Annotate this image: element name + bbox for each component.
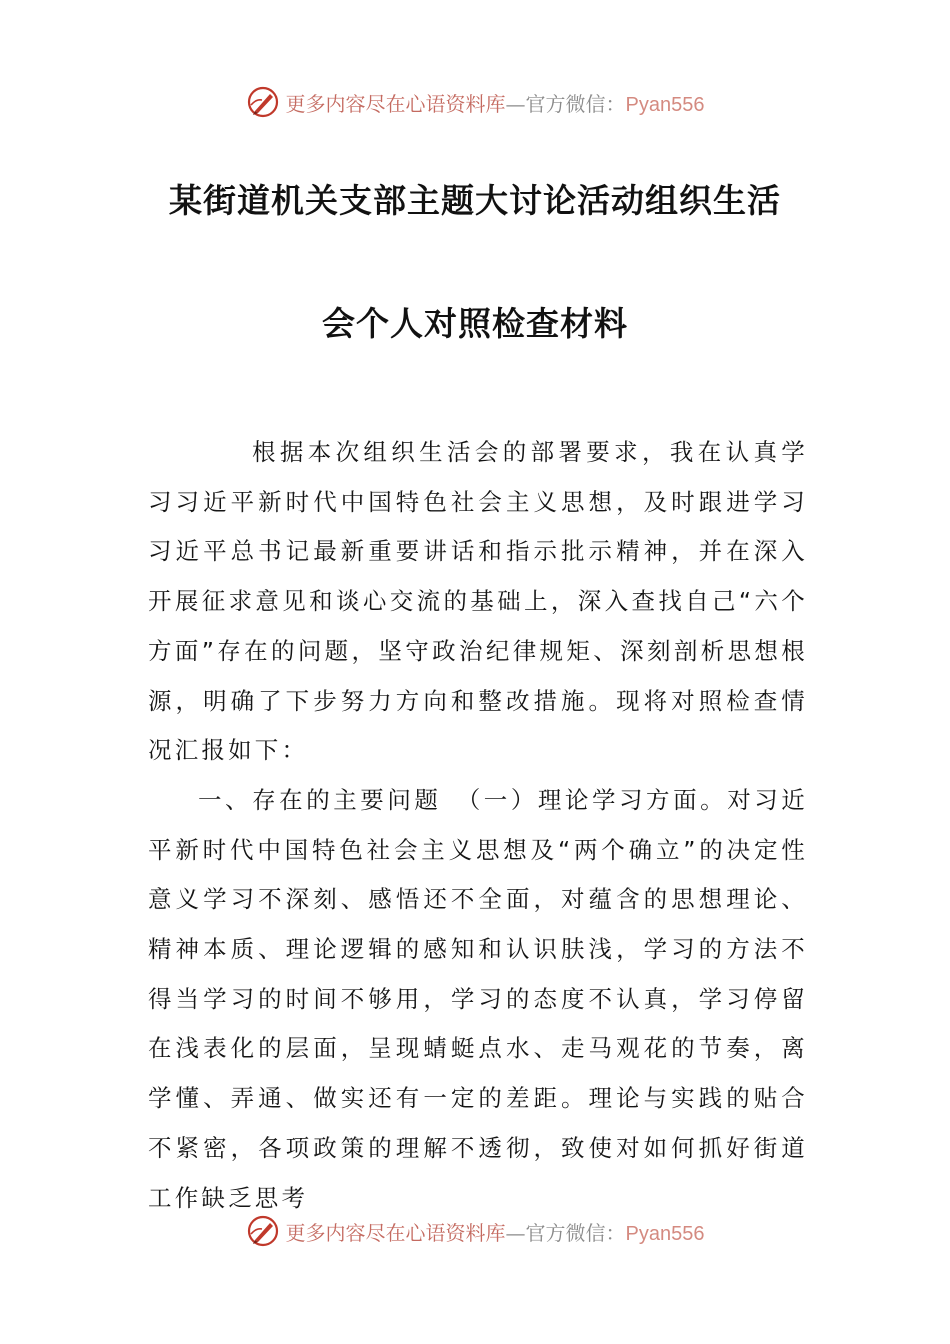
pen-logo-icon <box>246 85 280 119</box>
pen-logo-icon <box>246 1214 280 1248</box>
paragraph-intro: 根据本次组织生活会的部署要求，我在认真学习习近平新时代中国特色社会主义思想，及时跟进学习习近平总书记最新重要讲话和指示批示精神，并在深入开展征求意见和谈心交流的基础上，深入查找自己“六个方面”存在的问题，坚守政治纪律规矩、深刻剖析思想根源，明确了下步努力方向和整改措施。现将对照检查情况汇报如下： <box>148 438 808 765</box>
document-title-line1: 某街道机关支部主题大讨论活动组织生活 <box>169 181 781 220</box>
paragraph-problems: 一、存在的主要问题 （一）理论学习方面。对习近平新时代中国特色社会主义思想及“两个确立”的决定性意义学习不深刻、感悟还不全面，对蕴含的思想理论、精神本质、理论逻辑的感知和认识肤浅，学习的方法不得当学习的时间不够用，学习的态度不认真，学习停留在浅表化的层面，呈现蜻蜓点水、走马观花的节奏，离学懂、弄通、做实还有一定的差距。理论与实践的贴合不紧密，各项政策的理解不透彻，致使对如何抓好街道工作缺乏思考 <box>148 785 808 1212</box>
header-watermark <box>0 82 950 122</box>
document-body <box>148 428 808 1223</box>
watermark-text: 更多内容尽在心语资料库—官方微信：Pyan556 <box>285 1220 705 1245</box>
watermark-text: 更多内容尽在心语资料库—官方微信：Pyan556 <box>285 91 705 116</box>
document-title-line2: 会个人对照检查材料 <box>322 304 628 343</box>
footer-watermark <box>0 1211 950 1251</box>
